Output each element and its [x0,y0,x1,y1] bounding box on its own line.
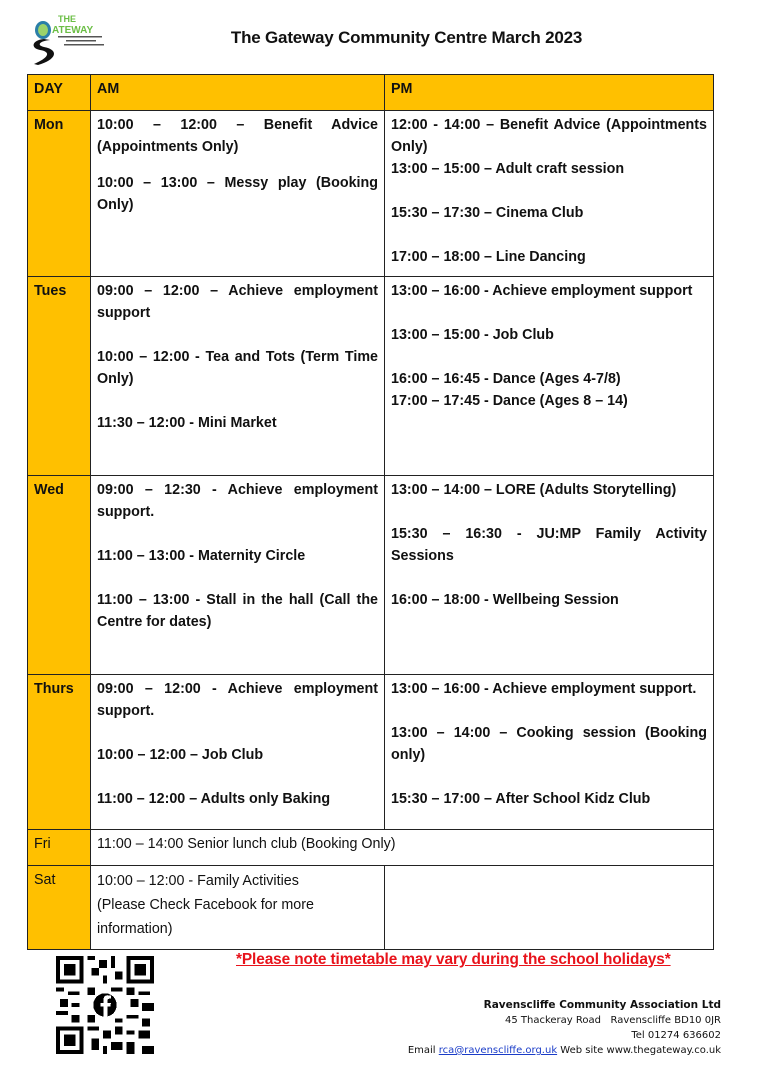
email-label: Email [407,1045,439,1056]
activity: 13:00 – 16:00 - Achieve employment support. [391,681,697,697]
am-cell [91,866,385,950]
activity: 16:00 – 18:00 - Wellbeing Session [391,592,619,608]
activity: 17:00 – 18:00 – Line Dancing [391,249,586,265]
table-row-wed [28,476,714,675]
activity: 09:00 – 12:00 - Achieve employment support. [97,681,378,719]
organisation-name: Ravenscliffe Community Association Ltd [483,999,721,1011]
table-row-fri [28,830,714,866]
am-cell [91,675,385,830]
am-cell [91,476,385,675]
telephone: Tel 01274 636602 [631,1030,721,1041]
page-title: The Gateway Community Centre March 2023 [230,28,583,47]
activity: 11:00 – 12:00 – Adults only Baking [97,791,331,807]
activity: 10:00 – 12:00 – Job Club [97,747,264,763]
pm-cell [385,675,714,830]
svg-text:ATEWAY: ATEWAY [52,25,94,36]
activity: 09:00 – 12:00 – Achieve employment support [97,283,378,321]
activity: 11:00 – 13:00 - Stall in the hall (Call the Centre for dates) [97,592,378,630]
pm-cell [385,866,714,950]
table-header-row [28,75,714,111]
activity: 15:30 – 17:00 – After School Kidz Club [391,791,651,807]
email-link[interactable]: rca@ravenscliffe.org.uk [438,1045,558,1056]
day-label: Wed [28,476,91,675]
activity: 10:00 – 12:00 – Benefit Advice (Appointments Only) [97,117,378,155]
all-day-cell [91,830,714,866]
activity: 09:00 – 12:30 - Achieve employment support. [97,482,378,520]
activity: 10:00 – 12:00 - Family Activities [97,873,299,889]
activity: 17:00 – 17:45 - Dance (Ages 8 – 14) [391,393,628,409]
activity: 10:00 – 13:00 – Messy play (Booking Only) [97,175,378,213]
pm-cell [385,476,714,675]
activity: 15:30 – 16:30 - JU:MP Family Activity Sessions [391,526,707,564]
activity: 16:00 – 16:45 - Dance (Ages 4-7/8) [391,371,621,387]
timetable [27,74,714,950]
pm-cell [385,277,714,476]
day-label: Sat [28,866,91,950]
header-pm: PM [385,75,714,111]
qr-code-icon [56,956,154,1054]
contact-line [408,1043,721,1058]
header-am: AM [91,75,385,111]
activity: 13:00 – 16:00 - Achieve employment support [391,283,693,299]
pm-cell [385,111,714,277]
activity: 13:00 – 15:00 – Adult craft session [391,161,625,177]
activity: 11:30 – 12:00 - Mini Market [97,415,277,431]
website: Web site www.thegateway.co.uk [560,1045,721,1056]
table-row-sat [28,866,714,950]
facebook-qr-code [56,956,154,1054]
activity: 11:00 – 13:00 - Maternity Circle [97,548,306,564]
day-label: Thurs [28,675,91,830]
activity-note: (Please Check Facebook for more information) [97,897,314,937]
header-day: DAY [28,75,91,111]
contact-footer [408,998,721,1058]
holiday-notice: *Please note timetable may vary during the school holidays* [236,951,671,968]
activity: 11:00 – 14:00 Senior lunch club (Booking Only) [97,836,396,852]
activity: 12:00 - 14:00 – Benefit Advice (Appointments Only) [391,117,707,155]
activity: 13:00 – 14:00 – Cooking session (Booking only) [391,725,707,763]
address: 45 Thackeray Road Ravenscliffe BD10 0JR [504,1015,721,1026]
activity: 13:00 – 14:00 – LORE (Adults Storytelling) [391,482,677,498]
am-cell [91,111,385,277]
table-row-mon [28,111,714,277]
day-label: Mon [28,111,91,277]
am-cell [91,277,385,476]
day-label: Fri [28,830,91,866]
day-label: Tues [28,277,91,476]
activity: 10:00 – 12:00 - Tea and Tots (Term Time Only) [97,349,378,387]
svg-text:THE: THE [58,14,76,24]
table-row-thurs [28,675,714,830]
table-row-tues [28,277,714,476]
activity: 15:30 – 17:30 – Cinema Club [391,205,584,221]
activity: 13:00 – 15:00 - Job Club [391,327,554,343]
